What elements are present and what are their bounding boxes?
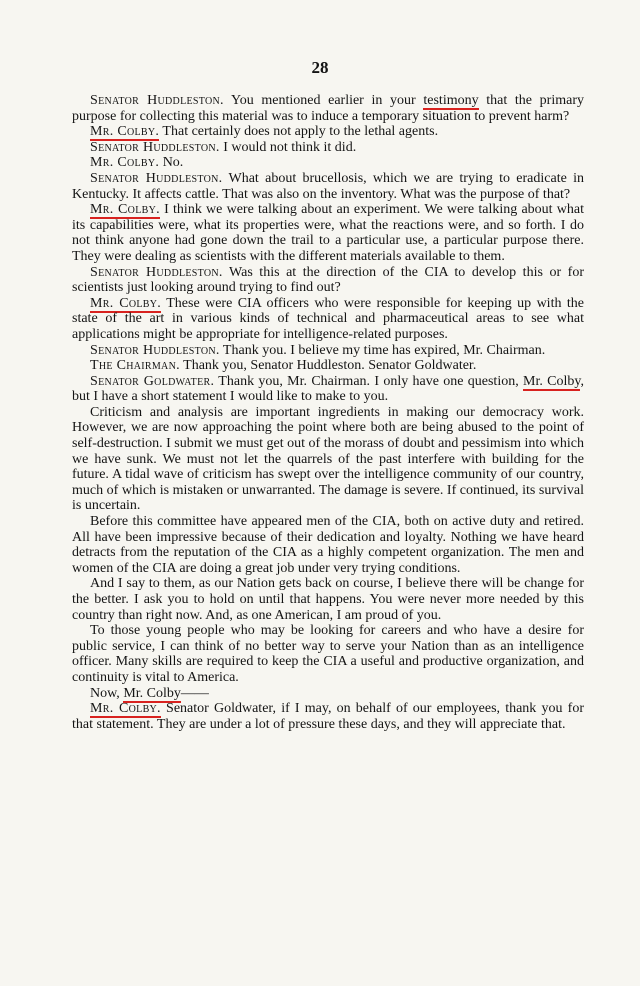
transcript-paragraph — [72, 124, 584, 140]
transcript-paragraph — [72, 701, 584, 732]
transcript-paragraph — [72, 202, 584, 264]
speaker-name: Mr. Colby. — [90, 155, 160, 171]
speaker-name: Senator Goldwater. — [90, 373, 215, 389]
paragraph-text: You mentioned earlier in your — [223, 93, 424, 108]
paragraph-text: No. — [159, 155, 184, 171]
speaker-name: Senator Huddleston. — [90, 342, 220, 358]
paragraph-text: Thank you. I believe my time has expired, Mr. Chairman. — [219, 342, 546, 358]
transcript-paragraph — [72, 374, 584, 405]
paragraph-text: And I say to them, as our Nation gets back on course, I believe there will be change for the better. I ask you to hold on until that happens. You were never more needed by this country than right now. And, as one American, I am proud of you. — [72, 576, 584, 623]
page-number: 28 — [311, 58, 329, 77]
underlined-text: Mr. Colby — [523, 373, 581, 389]
transcript-paragraph — [72, 296, 584, 343]
speaker-name: Senator Huddleston. — [90, 139, 220, 155]
speaker-name: Senator Huddleston. — [90, 93, 224, 108]
paragraph-text: That certainly does not apply to the lethal agents. — [159, 124, 439, 140]
paragraph-text: Thank you, Senator Huddleston. Senator Goldwater. — [179, 358, 477, 374]
underlined-text: Mr. Colby — [123, 685, 181, 701]
speaker-name: The Chairman. — [90, 358, 180, 374]
speaker-name: Senator Huddleston. — [90, 170, 223, 186]
speaker-name: Mr. Colby. — [90, 202, 160, 218]
paragraph-text: I think we were talking about an experiment. We were talking about what its capabilities were, what its properties were, what the reactions were, and so forth. I do not think anyone had gone down the trail to a particular use, a particular purpose there. They were dealing as scientists with the different materials available to them. — [72, 202, 585, 264]
speaker-name: Mr. Colby. — [90, 124, 160, 140]
transcript-paragraph — [72, 576, 584, 623]
transcript-paragraph — [72, 405, 584, 514]
underlined-text: testimony — [423, 93, 479, 108]
transcript-paragraph — [72, 140, 584, 156]
paragraph-text: Senator Goldwater, if I may, on behalf of our employees, thank you for that statement. They are under a lot of pressure these days, and they will appreciate that. — [72, 701, 584, 732]
transcript-paragraph — [72, 358, 584, 374]
paragraph-text: that the primary purpose for collecting this material was to induce a temporary situation to prevent harm? — [72, 93, 584, 124]
transcript-paragraph — [72, 686, 584, 702]
transcript-paragraph — [72, 155, 584, 171]
paragraph-text: Criticism and analysis are important ingredients in making our democracy work. However, we are now approaching the point where both are being abused to the point of self-destruction. I submit we must get out of the morass of doubt and pessimism into which we have sunk. We must not let the quarrels of the past interfere with building for the future. A tidal wave of criticism has swept over the intelligence community of our country, much of which is mistaken or unwarranted. The damage is severe. If continued, its survival is uncertain. — [72, 404, 584, 514]
transcript-paragraph — [72, 265, 584, 296]
transcript-paragraph — [72, 514, 584, 576]
transcript-paragraph — [72, 93, 584, 124]
paragraph-text: These were CIA officers who were responsible for keeping up with the state of the art in various kinds of technical and pharmaceutical areas to see what applications might be appropriate for intelligence-related purposes. — [72, 295, 584, 342]
paragraph-text: To those young people who may be looking for careers and who have a desire for public service, I can think of no better way to serve your Nation than as an intelligence officer. Many skills are required to keep the CIA a useful and productive organization, and continuity is vital to America. — [72, 623, 584, 685]
paragraph-text: , but I have a short statement I would like to make to you. — [72, 373, 584, 405]
hearing-transcript — [72, 93, 584, 732]
speaker-name: Mr. Colby. — [90, 701, 161, 717]
transcript-paragraph — [72, 171, 584, 202]
paragraph-text: Before this committee have appeared men of the CIA, both on active duty and retired. All have been impressive because of their dedication and loyalty. Nothing we have heard detracts from the reputation of the CIA as a highly competent organization. The men and women of the CIA are doing a great job under very trying conditions. — [72, 514, 584, 576]
speaker-name: Senator Huddleston. — [90, 264, 223, 280]
paragraph-text: What about brucellosis, which we are trying to eradicate in Kentucky. It affects cattle. That was also on the inventory. What was the purpose of that? — [72, 170, 584, 202]
paragraph-text: Was this at the direction of the CIA to develop this or for scientists just looking around trying to find out? — [72, 264, 584, 296]
paragraph-text: —— — [180, 685, 209, 701]
paragraph-text: I would not think it did. — [219, 139, 357, 155]
speaker-name: Mr. Colby. — [90, 295, 162, 311]
transcript-paragraph — [72, 623, 584, 685]
paragraph-text: Now, — [90, 685, 124, 701]
paragraph-text: Thank you, Mr. Chairman. I only have one question, — [214, 373, 524, 389]
transcript-paragraph — [72, 343, 584, 359]
